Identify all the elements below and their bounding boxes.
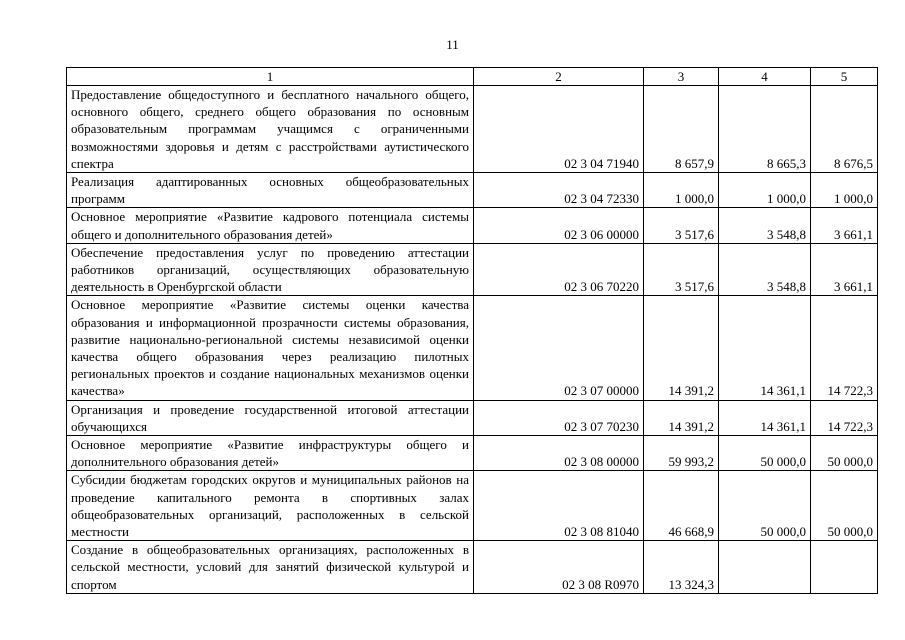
row-value-col4: 8 665,3 [719,86,811,173]
row-value-col5: 50 000,0 [811,436,878,471]
column-header-5: 5 [811,68,878,86]
row-code: 02 3 04 72330 [474,173,644,208]
row-value-col4: 14 361,1 [719,296,811,400]
row-value-col4: 50 000,0 [719,471,811,541]
row-name: Основное мероприятие «Развитие кадрового потенциала системы общего и дополнительного образования детей» [67,208,474,243]
row-value-col5 [811,541,878,594]
row-name: Организация и проведение государственной итоговой аттестации обучающихся [67,400,474,435]
row-value-col5: 8 676,5 [811,86,878,173]
row-value-col5: 3 661,1 [811,243,878,296]
page-number: 11 [446,37,459,52]
row-value-col4: 1 000,0 [719,173,811,208]
row-value-col5: 14 722,3 [811,400,878,435]
row-name: Основное мероприятие «Развитие системы оценки качества образования и информационной прозрачности системы образования, развитие национально-региональной системы независимой оценки качества общего образования через реализацию пилотных региональных проектов и создание национальных механизмов оценки качества» [67,296,474,400]
row-value-col3: 14 391,2 [644,400,719,435]
row-value-col4 [719,541,811,594]
row-name: Основное мероприятие «Развитие инфраструктуры общего и дополнительного образования детей» [67,436,474,471]
header-row [67,68,878,86]
row-value-col3: 46 668,9 [644,471,719,541]
row-value-col4: 3 548,8 [719,243,811,296]
row-value-col4: 14 361,1 [719,400,811,435]
row-value-col5: 1 000,0 [811,173,878,208]
row-code: 02 3 06 00000 [474,208,644,243]
row-code: 02 3 07 70230 [474,400,644,435]
row-name: Реализация адаптированных основных общеобразовательных программ [67,173,474,208]
row-value-col3: 8 657,9 [644,86,719,173]
row-code: 02 3 07 00000 [474,296,644,400]
row-value-col5: 3 661,1 [811,208,878,243]
row-name: Обеспечение предоставления услуг по проведению аттестации работников организаций, осуществляющих образовательную деятельность в Оренбургской области [67,243,474,296]
row-value-col3: 3 517,6 [644,243,719,296]
row-value-col3: 14 391,2 [644,296,719,400]
row-value-col5: 50 000,0 [811,471,878,541]
row-name: Создание в общеобразовательных организациях, расположенных в сельской местности, условий для занятий физической культурой и спортом [67,541,474,594]
column-header-2: 2 [474,68,644,86]
table-row [67,541,878,594]
row-value-col3: 1 000,0 [644,173,719,208]
row-code: 02 3 06 70220 [474,243,644,296]
column-header-4: 4 [719,68,811,86]
row-value-col3: 13 324,3 [644,541,719,594]
row-value-col4: 50 000,0 [719,436,811,471]
table-row [67,173,878,208]
table-row [67,296,878,400]
row-code: 02 3 08 00000 [474,436,644,471]
row-name: Предоставление общедоступного и бесплатного начального общего, основного общего, среднего общего образования по основным образовательным программам учащимся с ограниченными возможностями здоровья и детям с расстройствами аутистического спектра [67,86,474,173]
row-code: 02 3 08 R0970 [474,541,644,594]
table-row [67,400,878,435]
row-code: 02 3 04 71940 [474,86,644,173]
budget-table [66,67,878,594]
table-row [67,208,878,243]
column-header-1: 1 [67,68,474,86]
row-value-col3: 59 993,2 [644,436,719,471]
row-value-col5: 14 722,3 [811,296,878,400]
table-row [67,86,878,173]
row-value-col4: 3 548,8 [719,208,811,243]
table-row [67,243,878,296]
table-row [67,436,878,471]
row-value-col3: 3 517,6 [644,208,719,243]
row-code: 02 3 08 81040 [474,471,644,541]
column-header-3: 3 [644,68,719,86]
table-row [67,471,878,541]
row-name: Субсидии бюджетам городских округов и муниципальных районов на проведение капитального ремонта в спортивных залах общеобразовательных организаций, расположенных в сельской местности [67,471,474,541]
